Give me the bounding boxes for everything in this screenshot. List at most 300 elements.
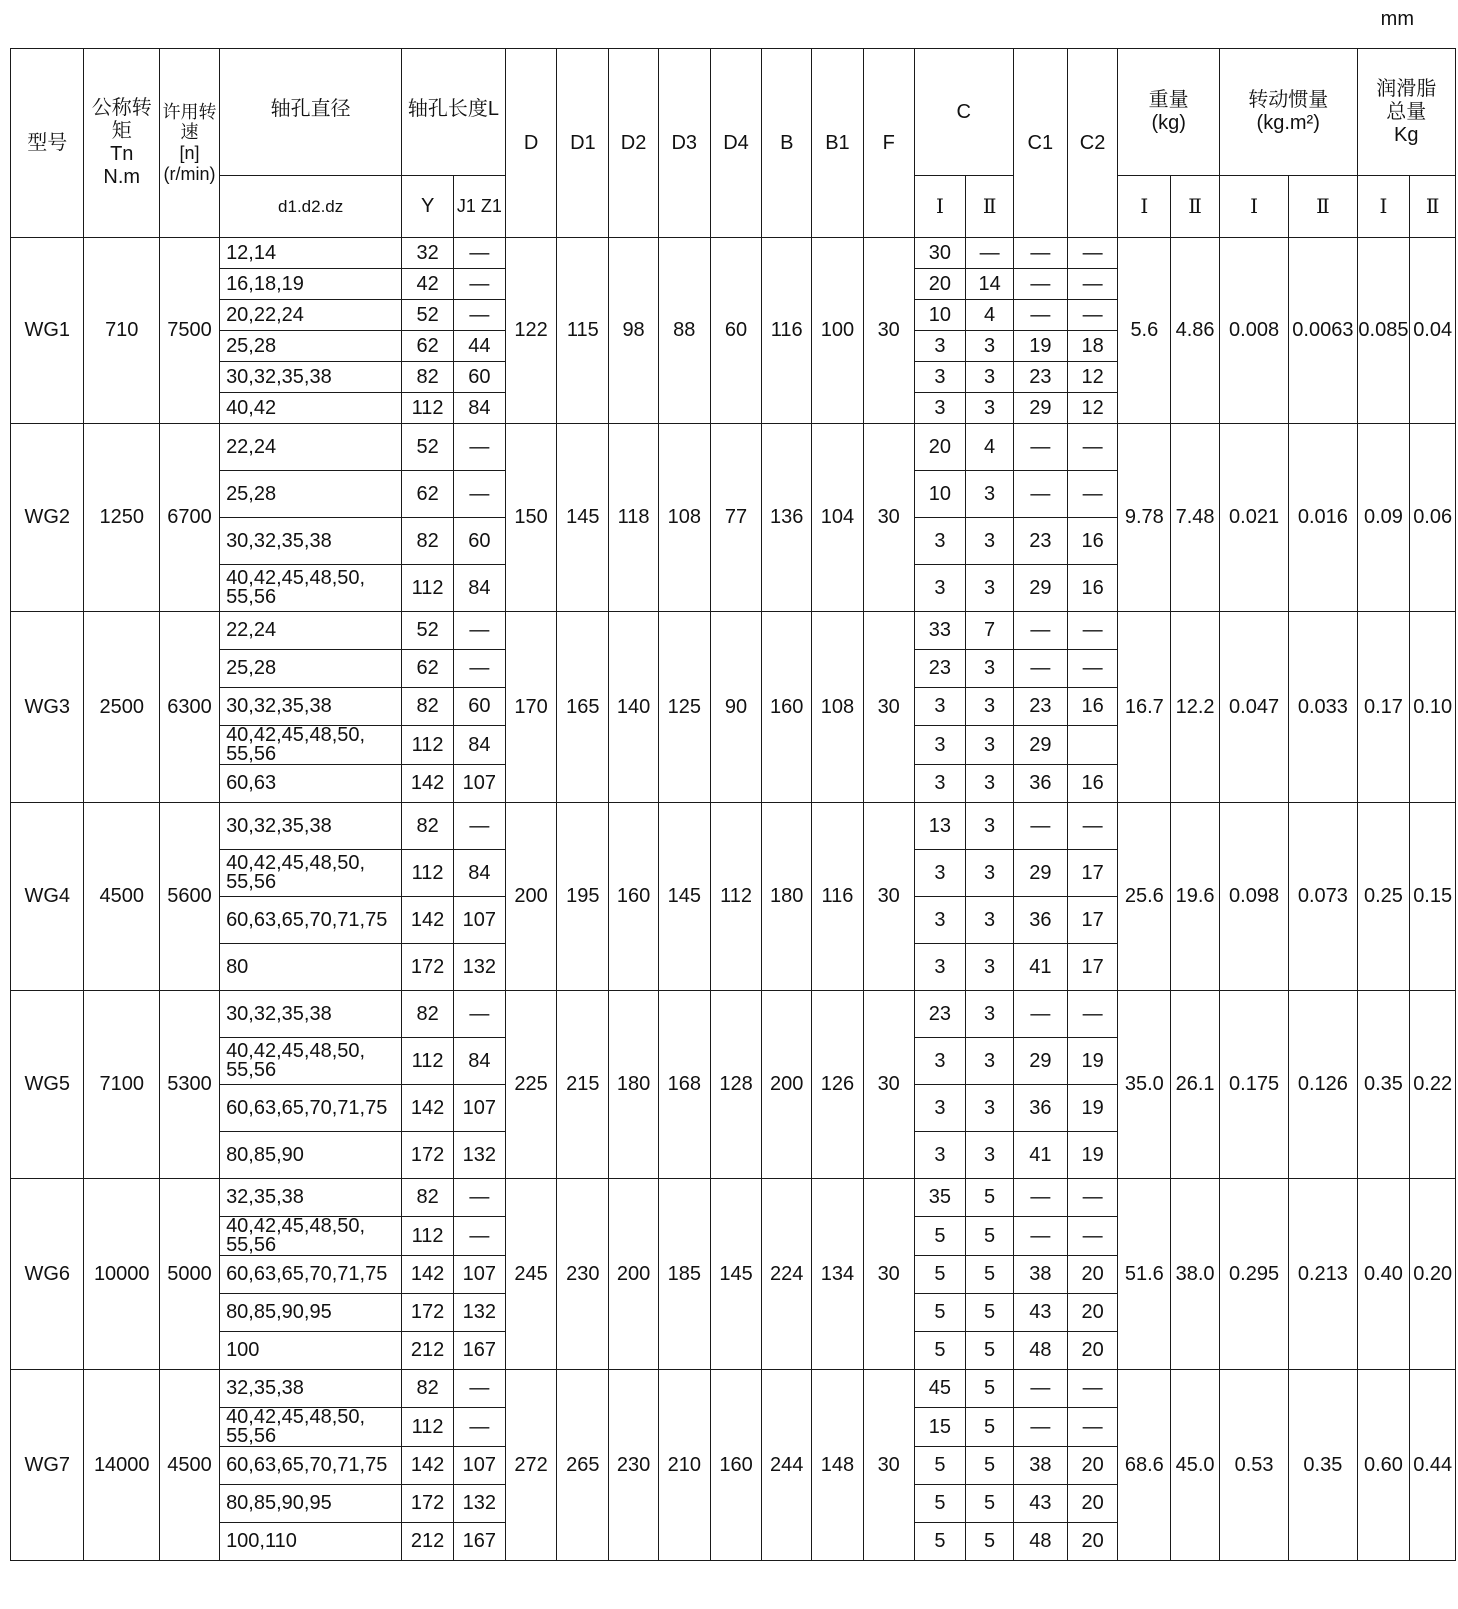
c1-cell: 43 <box>1013 1485 1067 1523</box>
bore-length-jz-cell: 167 <box>453 1523 505 1561</box>
bore-diameter-cell: 12,14 <box>220 238 402 269</box>
c1-cell: 23 <box>1013 362 1067 393</box>
c-2-cell: 5 <box>966 1408 1014 1447</box>
c2-cell: 20 <box>1067 1294 1118 1332</box>
bore-diameter-cell: 30,32,35,38 <box>220 362 402 393</box>
c-1-cell: 15 <box>914 1408 966 1447</box>
c-2-cell: 3 <box>966 1038 1014 1085</box>
weight2-cell: 45.0 <box>1171 1370 1220 1561</box>
unit-label: mm <box>1380 8 1414 30</box>
dim-F-cell: 30 <box>863 424 914 612</box>
c-1-cell: 3 <box>914 518 966 565</box>
torque-cell: 1250 <box>84 424 160 612</box>
dim-D1-cell: 215 <box>557 991 609 1179</box>
bore-diameter-cell: 30,32,35,38 <box>220 803 402 850</box>
c1-cell: 23 <box>1013 518 1067 565</box>
bore-length-jz-cell: 132 <box>453 1132 505 1179</box>
bore-length-jz-cell: — <box>453 650 505 688</box>
c-2-cell: 3 <box>966 726 1014 765</box>
dim-D1-cell: 115 <box>557 238 609 424</box>
dim-D3-cell: 145 <box>658 803 710 991</box>
header-inertia-unit: (kg.m²) <box>1256 112 1320 134</box>
dim-D4-cell: 160 <box>710 1370 762 1561</box>
weight1-cell: 16.7 <box>1118 612 1171 803</box>
grease2-cell: 0.10 <box>1410 612 1456 803</box>
c-2-cell: 5 <box>966 1217 1014 1256</box>
header-grease-1: Ⅰ <box>1357 176 1410 238</box>
model-name-cell: WG7 <box>11 1370 84 1561</box>
bore-diameter-cell: 40,42,45,48,50, 55,56 <box>220 1038 402 1085</box>
bore-length-y-cell: 82 <box>402 518 454 565</box>
bore-diameter-cell: 80,85,90,95 <box>220 1294 402 1332</box>
bore-diameter-cell: 100,110 <box>220 1523 402 1561</box>
header-torque-symbol: Tn <box>110 143 134 165</box>
header-torque <box>84 49 160 238</box>
dim-D4-cell: 90 <box>710 612 762 803</box>
bore-length-jz-cell: 107 <box>453 1447 505 1485</box>
dim-D3-cell: 88 <box>658 238 710 424</box>
c1-cell: 43 <box>1013 1294 1067 1332</box>
inertia2-cell: 0.126 <box>1289 991 1357 1179</box>
bore-diameter-cell: 80 <box>220 944 402 991</box>
header-torque-unit: N.m <box>103 166 141 188</box>
c-1-cell: 3 <box>914 331 966 362</box>
dim-D3-cell: 168 <box>658 991 710 1179</box>
model-name-cell: WG5 <box>11 991 84 1179</box>
c2-cell: 20 <box>1067 1485 1118 1523</box>
bore-length-y-cell: 42 <box>402 269 454 300</box>
bore-length-y-cell: 172 <box>402 1132 454 1179</box>
bore-diameter-cell: 16,18,19 <box>220 269 402 300</box>
c-1-cell: 5 <box>914 1332 966 1370</box>
speed-cell: 5300 <box>160 991 220 1179</box>
dim-B1-cell: 100 <box>812 238 864 424</box>
dim-D-cell: 245 <box>505 1179 557 1370</box>
dim-B1-cell: 134 <box>812 1179 864 1370</box>
bore-diameter-cell: 40,42,45,48,50, 55,56 <box>220 726 402 765</box>
model-name-cell: WG1 <box>11 238 84 424</box>
c1-cell: — <box>1013 269 1067 300</box>
c-1-cell: 13 <box>914 803 966 850</box>
dim-D-cell: 225 <box>505 991 557 1179</box>
grease2-cell: 0.44 <box>1410 1370 1456 1561</box>
inertia1-cell: 0.295 <box>1219 1179 1288 1370</box>
header-speed-label: 许用转速 <box>162 101 217 143</box>
bore-length-y-cell: 62 <box>402 650 454 688</box>
header-inertia-2: Ⅱ <box>1289 176 1357 238</box>
dim-F-cell: 30 <box>863 1179 914 1370</box>
c-1-cell: 3 <box>914 765 966 803</box>
c2-cell: — <box>1067 1217 1118 1256</box>
dim-D2-cell: 98 <box>609 238 659 424</box>
table-row <box>11 803 1456 850</box>
bore-length-jz-cell: — <box>453 612 505 650</box>
header-F: F <box>863 49 914 238</box>
header-model: 型号 <box>11 49 84 238</box>
c-2-cell: 3 <box>966 393 1014 424</box>
c2-cell: 16 <box>1067 765 1118 803</box>
c2-cell: 19 <box>1067 1132 1118 1179</box>
c1-cell: — <box>1013 1217 1067 1256</box>
bore-diameter-cell: 40,42,45,48,50, 55,56 <box>220 565 402 612</box>
c2-cell: — <box>1067 1408 1118 1447</box>
bore-length-y-cell: 112 <box>402 393 454 424</box>
c-1-cell: 5 <box>914 1217 966 1256</box>
bore-diameter-cell: 22,24 <box>220 612 402 650</box>
bore-diameter-cell: 25,28 <box>220 331 402 362</box>
table-row <box>11 424 1456 471</box>
grease2-cell: 0.20 <box>1410 1179 1456 1370</box>
model-name-cell: WG6 <box>11 1179 84 1370</box>
weight1-cell: 51.6 <box>1118 1179 1171 1370</box>
header-C: C <box>914 49 1013 176</box>
bore-length-jz-cell: — <box>453 471 505 518</box>
table-row <box>11 1370 1456 1408</box>
bore-length-y-cell: 142 <box>402 765 454 803</box>
weight2-cell: 19.6 <box>1171 803 1220 991</box>
inertia1-cell: 0.021 <box>1219 424 1288 612</box>
c-1-cell: 20 <box>914 424 966 471</box>
c-2-cell: 5 <box>966 1256 1014 1294</box>
header-weight-2: Ⅱ <box>1171 176 1220 238</box>
c-1-cell: 3 <box>914 1085 966 1132</box>
header-weight-unit: (kg) <box>1151 112 1186 134</box>
header-weight <box>1118 49 1219 176</box>
c1-cell: — <box>1013 424 1067 471</box>
grease1-cell: 0.09 <box>1357 424 1410 612</box>
grease2-cell: 0.22 <box>1410 991 1456 1179</box>
c2-cell: 19 <box>1067 1085 1118 1132</box>
c-1-cell: 3 <box>914 1132 966 1179</box>
bore-length-y-cell: 142 <box>402 897 454 944</box>
grease1-cell: 0.35 <box>1357 991 1410 1179</box>
c1-cell: 41 <box>1013 944 1067 991</box>
bore-length-y-cell: 172 <box>402 1294 454 1332</box>
c1-cell: 38 <box>1013 1447 1067 1485</box>
weight2-cell: 4.86 <box>1171 238 1220 424</box>
c-2-cell: 3 <box>966 850 1014 897</box>
bore-length-y-cell: 62 <box>402 471 454 518</box>
header-C-1: Ⅰ <box>914 176 966 238</box>
bore-length-y-cell: 62 <box>402 331 454 362</box>
dim-D1-cell: 230 <box>557 1179 609 1370</box>
dim-B-cell: 244 <box>762 1370 812 1561</box>
c-1-cell: 20 <box>914 269 966 300</box>
torque-cell: 710 <box>84 238 160 424</box>
c2-cell: — <box>1067 991 1118 1038</box>
bore-length-jz-cell: 132 <box>453 1485 505 1523</box>
c1-cell: — <box>1013 1408 1067 1447</box>
bore-diameter-cell: 30,32,35,38 <box>220 991 402 1038</box>
dim-F-cell: 30 <box>863 803 914 991</box>
bore-diameter-cell: 60,63,65,70,71,75 <box>220 897 402 944</box>
header-torque-label: 公称转矩 <box>91 97 152 142</box>
c-2-cell: 3 <box>966 331 1014 362</box>
c2-cell: 20 <box>1067 1523 1118 1561</box>
c2-cell <box>1067 726 1118 765</box>
dim-D1-cell: 145 <box>557 424 609 612</box>
grease2-cell: 0.04 <box>1410 238 1456 424</box>
header-grease <box>1357 49 1455 176</box>
inertia1-cell: 0.098 <box>1219 803 1288 991</box>
bore-length-jz-cell: 84 <box>453 565 505 612</box>
bore-diameter-cell: 40,42,45,48,50, 55,56 <box>220 850 402 897</box>
c2-cell: — <box>1067 1370 1118 1408</box>
c-2-cell: 7 <box>966 612 1014 650</box>
c1-cell: 29 <box>1013 850 1067 897</box>
dim-D2-cell: 180 <box>609 991 659 1179</box>
header-bore-length-y: Y <box>402 176 454 238</box>
speed-cell: 7500 <box>160 238 220 424</box>
grease2-cell: 0.15 <box>1410 803 1456 991</box>
speed-cell: 6300 <box>160 612 220 803</box>
c-1-cell: 23 <box>914 650 966 688</box>
c-2-cell: 5 <box>966 1179 1014 1217</box>
c-2-cell: 3 <box>966 565 1014 612</box>
bore-diameter-cell: 32,35,38 <box>220 1179 402 1217</box>
bore-length-jz-cell: 60 <box>453 518 505 565</box>
bore-length-y-cell: 142 <box>402 1085 454 1132</box>
dim-D4-cell: 77 <box>710 424 762 612</box>
c2-cell: — <box>1067 424 1118 471</box>
c2-cell: 17 <box>1067 897 1118 944</box>
model-name-cell: WG2 <box>11 424 84 612</box>
c-2-cell: 3 <box>966 765 1014 803</box>
header-weight-1: Ⅰ <box>1118 176 1171 238</box>
header-inertia-1: Ⅰ <box>1219 176 1288 238</box>
weight1-cell: 5.6 <box>1118 238 1171 424</box>
c1-cell: 29 <box>1013 565 1067 612</box>
bore-length-y-cell: 112 <box>402 1408 454 1447</box>
dim-B1-cell: 126 <box>812 991 864 1179</box>
header-speed-symbol: [n] <box>179 143 200 163</box>
c2-cell: — <box>1067 300 1118 331</box>
bore-length-jz-cell: 107 <box>453 1085 505 1132</box>
c1-cell: — <box>1013 991 1067 1038</box>
c-2-cell: 3 <box>966 688 1014 726</box>
dim-B1-cell: 148 <box>812 1370 864 1561</box>
header-D4: D4 <box>710 49 762 238</box>
header-B: B <box>762 49 812 238</box>
bore-diameter-cell: 80,85,90 <box>220 1132 402 1179</box>
dim-F-cell: 30 <box>863 1370 914 1561</box>
c1-cell: 38 <box>1013 1256 1067 1294</box>
coupling-spec-table <box>10 48 1456 1561</box>
c-1-cell: 5 <box>914 1447 966 1485</box>
speed-cell: 5600 <box>160 803 220 991</box>
c-1-cell: 5 <box>914 1485 966 1523</box>
c-1-cell: 3 <box>914 393 966 424</box>
inertia2-cell: 0.35 <box>1289 1370 1357 1561</box>
c1-cell: 48 <box>1013 1523 1067 1561</box>
inertia2-cell: 0.033 <box>1289 612 1357 803</box>
c-2-cell: 5 <box>966 1332 1014 1370</box>
c2-cell: 20 <box>1067 1332 1118 1370</box>
c1-cell: — <box>1013 238 1067 269</box>
c-1-cell: 5 <box>914 1256 966 1294</box>
header-bore-length: 轴孔长度L <box>402 49 506 176</box>
torque-cell: 2500 <box>84 612 160 803</box>
header-speed <box>160 49 220 238</box>
inertia1-cell: 0.175 <box>1219 991 1288 1179</box>
dim-D3-cell: 108 <box>658 424 710 612</box>
c-2-cell: 3 <box>966 1085 1014 1132</box>
header-C1: C1 <box>1013 49 1067 238</box>
bore-length-y-cell: 52 <box>402 424 454 471</box>
model-name-cell: WG4 <box>11 803 84 991</box>
weight1-cell: 9.78 <box>1118 424 1171 612</box>
dim-F-cell: 30 <box>863 991 914 1179</box>
c-2-cell: 3 <box>966 803 1014 850</box>
bore-length-jz-cell: — <box>453 269 505 300</box>
bore-length-jz-cell: 107 <box>453 765 505 803</box>
c2-cell: — <box>1067 803 1118 850</box>
c-2-cell: 3 <box>966 518 1014 565</box>
bore-length-jz-cell: — <box>453 238 505 269</box>
c-2-cell: 5 <box>966 1523 1014 1561</box>
table-body <box>11 238 1456 1561</box>
bore-length-y-cell: 172 <box>402 1485 454 1523</box>
dim-D-cell: 150 <box>505 424 557 612</box>
bore-diameter-cell: 25,28 <box>220 650 402 688</box>
bore-length-jz-cell: 84 <box>453 726 505 765</box>
bore-length-jz-cell: 167 <box>453 1332 505 1370</box>
bore-length-jz-cell: — <box>453 1179 505 1217</box>
c1-cell: 29 <box>1013 1038 1067 1085</box>
c2-cell: 12 <box>1067 362 1118 393</box>
c1-cell: 41 <box>1013 1132 1067 1179</box>
bore-length-jz-cell: — <box>453 1217 505 1256</box>
c1-cell: 29 <box>1013 726 1067 765</box>
c-1-cell: 35 <box>914 1179 966 1217</box>
dim-D1-cell: 165 <box>557 612 609 803</box>
dim-B-cell: 224 <box>762 1179 812 1370</box>
header-grease-2: Ⅱ <box>1410 176 1456 238</box>
c1-cell: 36 <box>1013 765 1067 803</box>
c2-cell: 19 <box>1067 1038 1118 1085</box>
c1-cell: — <box>1013 612 1067 650</box>
inertia2-cell: 0.016 <box>1289 424 1357 612</box>
c1-cell: — <box>1013 1370 1067 1408</box>
c-2-cell: 3 <box>966 897 1014 944</box>
torque-cell: 4500 <box>84 803 160 991</box>
grease1-cell: 0.40 <box>1357 1179 1410 1370</box>
inertia2-cell: 0.0063 <box>1289 238 1357 424</box>
c2-cell: — <box>1067 269 1118 300</box>
c1-cell: 29 <box>1013 393 1067 424</box>
bore-length-jz-cell: — <box>453 1408 505 1447</box>
c2-cell: 16 <box>1067 688 1118 726</box>
bore-length-y-cell: 112 <box>402 565 454 612</box>
dim-B-cell: 116 <box>762 238 812 424</box>
bore-length-y-cell: 112 <box>402 850 454 897</box>
bore-length-y-cell: 212 <box>402 1332 454 1370</box>
inertia2-cell: 0.073 <box>1289 803 1357 991</box>
c-2-cell: 3 <box>966 944 1014 991</box>
bore-length-jz-cell: — <box>453 1370 505 1408</box>
grease1-cell: 0.60 <box>1357 1370 1410 1561</box>
bore-diameter-cell: 60,63,65,70,71,75 <box>220 1256 402 1294</box>
c-2-cell: 3 <box>966 1132 1014 1179</box>
dim-B-cell: 136 <box>762 424 812 612</box>
dim-D4-cell: 128 <box>710 991 762 1179</box>
c-1-cell: 3 <box>914 565 966 612</box>
weight1-cell: 68.6 <box>1118 1370 1171 1561</box>
table-row <box>11 991 1456 1038</box>
c-2-cell: 3 <box>966 471 1014 518</box>
c-2-cell: 5 <box>966 1294 1014 1332</box>
c-1-cell: 30 <box>914 238 966 269</box>
c2-cell: — <box>1067 238 1118 269</box>
c-1-cell: 3 <box>914 897 966 944</box>
c-1-cell: 33 <box>914 612 966 650</box>
c-2-cell: 4 <box>966 424 1014 471</box>
c1-cell: 48 <box>1013 1332 1067 1370</box>
bore-length-y-cell: 52 <box>402 300 454 331</box>
dim-D-cell: 170 <box>505 612 557 803</box>
table-header <box>11 49 1456 238</box>
bore-length-y-cell: 112 <box>402 1217 454 1256</box>
bore-length-jz-cell: 132 <box>453 944 505 991</box>
c-2-cell: 4 <box>966 300 1014 331</box>
c-1-cell: 10 <box>914 300 966 331</box>
bore-length-jz-cell: 60 <box>453 688 505 726</box>
dim-D1-cell: 195 <box>557 803 609 991</box>
dim-B1-cell: 104 <box>812 424 864 612</box>
dim-D4-cell: 145 <box>710 1179 762 1370</box>
header-bore-diameter-sub: d1.d2.dz <box>220 176 402 238</box>
c-2-cell: — <box>966 238 1014 269</box>
dim-D1-cell: 265 <box>557 1370 609 1561</box>
c-1-cell: 10 <box>914 471 966 518</box>
c2-cell: — <box>1067 612 1118 650</box>
bore-length-y-cell: 112 <box>402 726 454 765</box>
bore-length-y-cell: 82 <box>402 362 454 393</box>
c1-cell: 19 <box>1013 331 1067 362</box>
c-1-cell: 3 <box>914 1038 966 1085</box>
dim-F-cell: 30 <box>863 238 914 424</box>
bore-diameter-cell: 60,63,65,70,71,75 <box>220 1447 402 1485</box>
dim-F-cell: 30 <box>863 612 914 803</box>
bore-diameter-cell: 80,85,90,95 <box>220 1485 402 1523</box>
bore-length-jz-cell: — <box>453 991 505 1038</box>
c2-cell: — <box>1067 650 1118 688</box>
c-1-cell: 3 <box>914 688 966 726</box>
c-2-cell: 3 <box>966 650 1014 688</box>
c-2-cell: 14 <box>966 269 1014 300</box>
bore-diameter-cell: 40,42,45,48,50, 55,56 <box>220 1217 402 1256</box>
c1-cell: 36 <box>1013 1085 1067 1132</box>
c2-cell: 12 <box>1067 393 1118 424</box>
bore-diameter-cell: 25,28 <box>220 471 402 518</box>
bore-diameter-cell: 20,22,24 <box>220 300 402 331</box>
weight1-cell: 35.0 <box>1118 991 1171 1179</box>
bore-length-y-cell: 82 <box>402 688 454 726</box>
dim-D2-cell: 230 <box>609 1370 659 1561</box>
speed-cell: 6700 <box>160 424 220 612</box>
inertia1-cell: 0.53 <box>1219 1370 1288 1561</box>
c1-cell: — <box>1013 650 1067 688</box>
bore-length-jz-cell: 44 <box>453 331 505 362</box>
dim-D3-cell: 125 <box>658 612 710 803</box>
torque-cell: 10000 <box>84 1179 160 1370</box>
grease1-cell: 0.085 <box>1357 238 1410 424</box>
model-name-cell: WG3 <box>11 612 84 803</box>
table-row <box>11 612 1456 650</box>
c1-cell: 36 <box>1013 897 1067 944</box>
bore-length-jz-cell: 107 <box>453 897 505 944</box>
table-row <box>11 1179 1456 1217</box>
